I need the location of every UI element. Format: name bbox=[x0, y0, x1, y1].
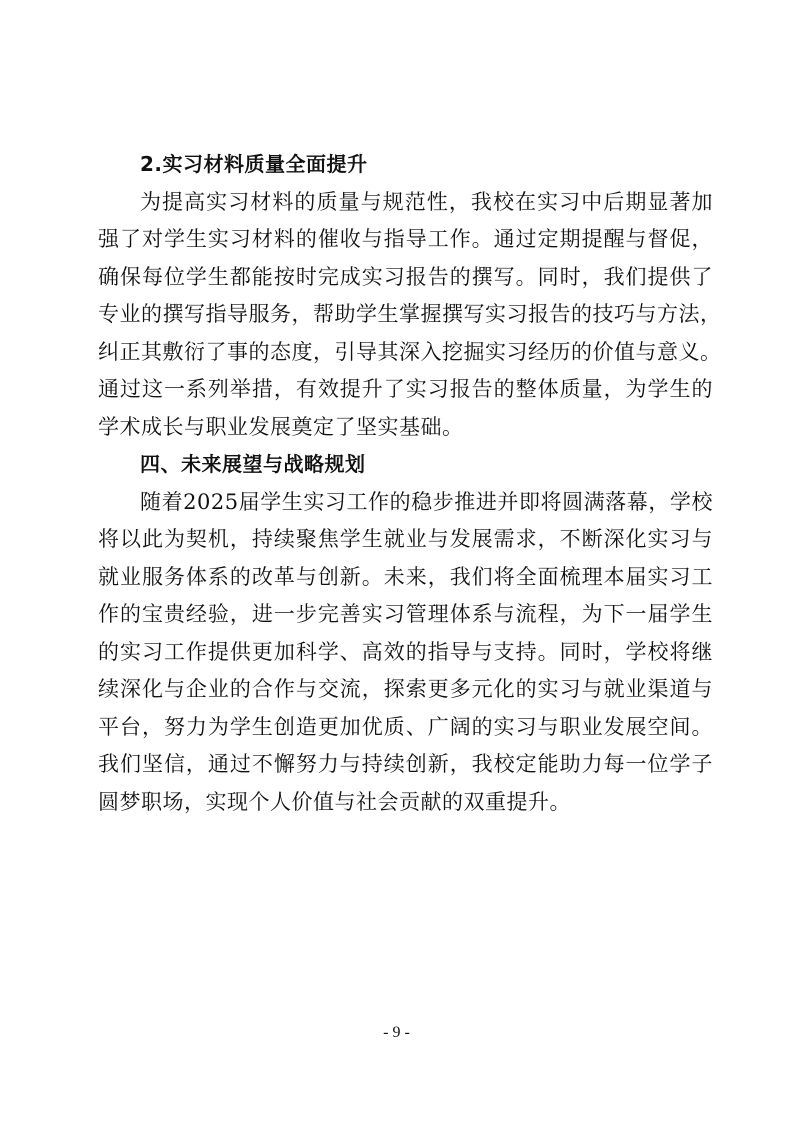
paragraph-line: 通过这一系列举措，有效提升了实习报告的整体质量，为学生的 bbox=[98, 377, 713, 401]
paragraph-line: 续深化与企业的合作与交流，探索更多元化的实习与就业渠道与 bbox=[98, 677, 713, 701]
paragraph-line: 专业的撰写指导服务，帮助学生掌握撰写实习报告的技巧与方法， bbox=[98, 302, 722, 326]
section-heading-materials-quality: 2.实习材料质量全面提升 bbox=[140, 152, 368, 176]
paragraph-line: 作的宝贵经验，进一步完善实习管理体系与流程，为下一届学生 bbox=[98, 602, 713, 626]
paragraph-line: 将以此为契机，持续聚焦学生就业与发展需求，不断深化实习与 bbox=[98, 527, 713, 551]
paragraph-line: 为提高实习材料的质量与规范性，我校在实习中后期显著加 bbox=[140, 189, 713, 214]
paragraph-materials-quality bbox=[98, 184, 722, 447]
document-body bbox=[98, 146, 722, 821]
paragraph-line: 圆梦职场，实现个人价值与社会贡献的双重提升。 bbox=[98, 789, 571, 814]
paragraph-future-outlook bbox=[98, 484, 713, 822]
paragraph-line: 强了对学生实习材料的催收与指导工作。通过定期提醒与督促， bbox=[98, 227, 713, 251]
paragraph-line: 确保每位学生都能按时完成实习报告的撰写。同时，我们提供了 bbox=[98, 264, 713, 289]
section-heading-future-outlook: 四、未来展望与战略规划 bbox=[140, 452, 366, 476]
paragraph-line: 就业服务体系的改革与创新。未来，我们将全面梳理本届实习工 bbox=[98, 564, 713, 589]
paragraph-line: 平台，努力为学生创造更加优质、广阔的实习与职业发展空间。 bbox=[98, 714, 713, 739]
paragraph-line: 随着2025届学生实习工作的稳步推进并即将圆满落幕，学校 bbox=[140, 489, 713, 514]
paragraph-line: 我们坚信，通过不懈努力与持续创新，我校定能助力每一位学子 bbox=[98, 752, 713, 776]
paragraph-line: 纠正其敷衍了事的态度，引导其深入挖掘实习经历的价值与意义。 bbox=[98, 339, 722, 364]
paragraph-line: 的实习工作提供更加科学、高效的指导与支持。同时，学校将继 bbox=[98, 639, 713, 664]
page-number: - 9 - bbox=[383, 1024, 410, 1041]
paragraph-line: 学术成长与职业发展奠定了坚实基础。 bbox=[98, 414, 464, 439]
